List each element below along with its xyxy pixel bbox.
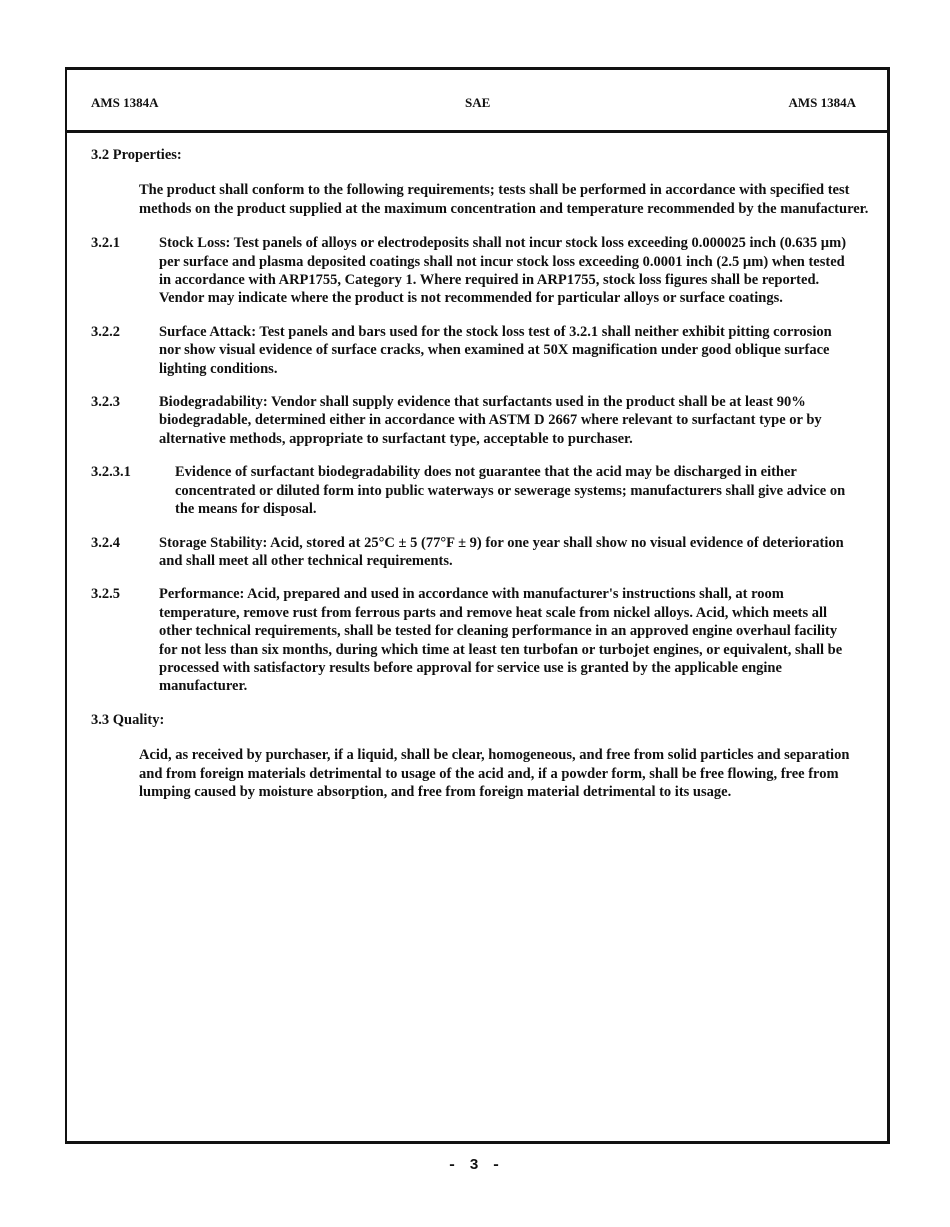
clause-number: 3.2.2 [91,323,120,340]
section-3-3-text: Acid, as received by purchaser, if a liquid, shall be clear, homogeneous, and free from solid particles and separation and from foreign materials detrimental to usage of the acid and, if a powder form, shall be free flowing, free from lumping caused by moisture absorption, and free from foreign material detrimental to its usage. [139,747,850,800]
clause-text: Surface Attack: Test panels and bars used for the stock loss test of 3.2.1 shall neither exhibit pitting corrosion nor show visual evidence of surface cracks, when examined at 50X magnification under good oblique surface lighting conditions. [159,323,832,377]
page-header [67,70,887,133]
clause-text: Evidence of surfactant biodegradability does not guarantee that the acid may be discharged in either concentrated or diluted form into public waterways or sewerage systems; manufacturers shall give advice on the means for disposal. [175,464,846,518]
clause-text: Stock Loss: Test panels of alloys or electrodeposits shall not incur stock loss exceeding 0.000025 inch (0.635 µm) per surface and plasma deposited coatings shall not incur stock loss exceeding 0.0001 inch (2.5 µm) when tested in accordance with ARP1755, Category 1. Where required in ARP1755, stock loss figures shall be reported. Vendor may indicate where the product is not recommended for particular alloys or surface coatings. [159,235,847,307]
page-frame [65,67,890,1144]
clause-3-2-4 [91,534,871,571]
section-3-2-title: 3.2 Properties: [91,147,182,163]
clause-number: 3.2.5 [91,586,120,603]
header-doc-id-left: AMS 1384A [91,95,159,110]
clause-text: Performance: Acid, prepared and used in accordance with manufacturer's instructions shall, at room temperature, remove rust from ferrous parts and remove heat scale from nickel alloys. Acid, which meets all other technical requirements, shall be tested for cleaning performance in an approved engine overhaul facility for not less than six months, during which time at least ten turbofan or turbojet engines, or equivalent, shall be processed with satisfactory results before approval for service use is granted by the applicable engine manufacturer. [159,586,843,695]
clause-number: 3.2.3 [91,394,120,411]
clause-number: 3.2.3.1 [91,464,131,481]
header-doc-id-right: AMS 1384A [788,95,856,110]
clause-3-2-1 [91,234,871,308]
section-3-3-title: 3.3 Quality: [91,711,165,728]
header-org: SAE [465,95,491,110]
clause-text: Storage Stability: Acid, stored at 25°C ± 5 (77°F ± 9) for one year shall show no visual evidence of deterioration and shall meet all other technical requirements. [159,534,844,569]
clause-3-2-2 [91,323,871,378]
document-body [91,146,871,815]
clause-number: 3.2.4 [91,534,120,551]
page-number: - 3 - [447,1157,503,1174]
clause-3-2-5 [91,585,871,695]
section-3-2-intro: The product shall conform to the following requirements; tests shall be performed in accordance with specified test methods on the product supplied at the maximum concentration and temperature recommended by the manufacturer. [139,182,869,217]
clause-text: Biodegradability: Vendor shall supply evidence that surfactants used in the product shall be at least 90% biodegradable, determined either in accordance with ASTM D 2667 where relevant to surfactant type or by alternative methods, appropriate to surfactant type, acceptable to purchaser. [159,394,822,447]
clause-number: 3.2.1 [91,235,120,252]
clause-3-2-3 [91,393,871,448]
clause-3-2-3-1 [91,463,871,518]
